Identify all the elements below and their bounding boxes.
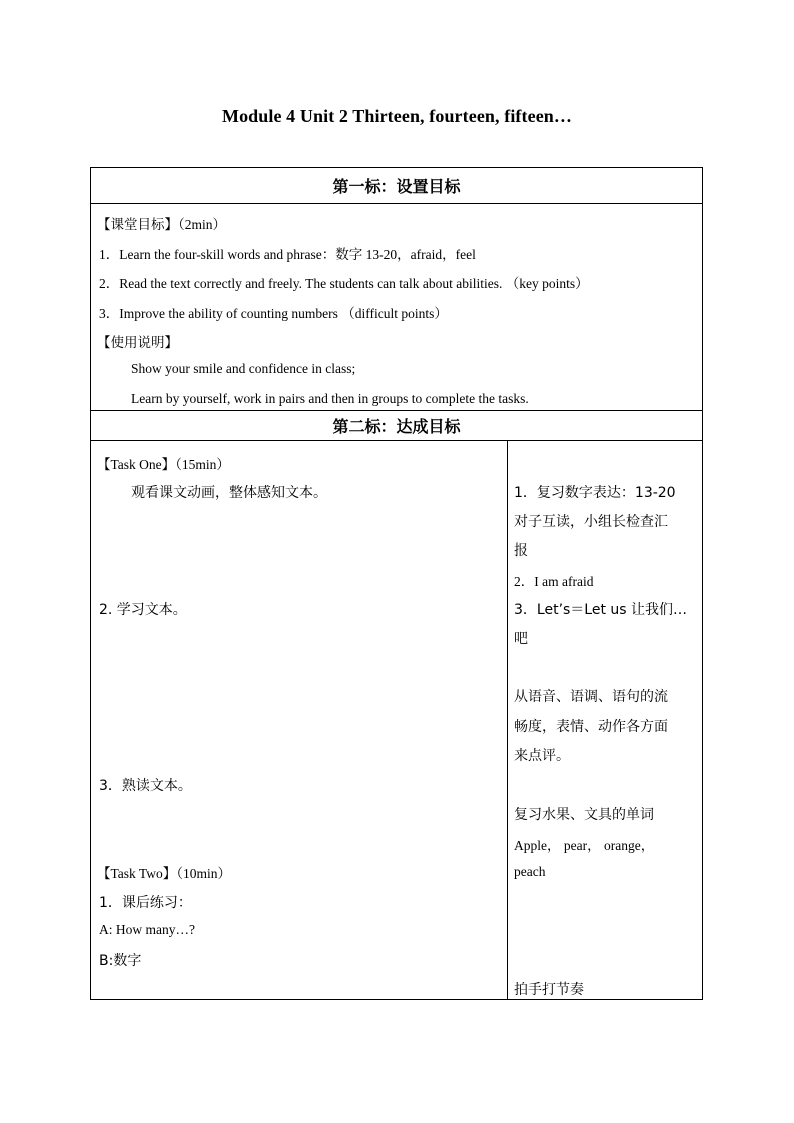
task-one-label: 【Task One】（15min） bbox=[97, 457, 230, 472]
section-2-header: 第二标：达成目标 bbox=[91, 411, 703, 441]
note-5-line-2: Apple， pear， orange， bbox=[514, 838, 655, 853]
page-title: Module 4 Unit 2 Thirteen, fourteen, fifteen… bbox=[221, 106, 573, 126]
note-5-line-3: peach bbox=[514, 864, 546, 879]
goal-item-1: 1．Learn the four-skill words and phrase：数字 13-20，afraid，feel bbox=[99, 247, 476, 262]
note-1-line-2: 对子互读，小组长检查汇 bbox=[514, 514, 668, 530]
note-1-line-1: 1．复习数字表达：13-20 bbox=[514, 485, 676, 501]
task-main-cell bbox=[91, 441, 508, 1000]
class-goals-label: 【课堂目标】（2min） bbox=[97, 217, 227, 232]
note-1-line-3: 报 bbox=[514, 543, 528, 559]
exercise-label: 1．课后练习： bbox=[99, 895, 192, 911]
usage-line-2: Learn by yourself, work in pairs and then in groups to complete the tasks. bbox=[131, 391, 529, 406]
note-3-line-1: 3．Let’s＝Let us 让我们… bbox=[514, 602, 688, 618]
step-2-text: 2. 学习文本。 bbox=[99, 602, 187, 618]
note-4-line-3: 来点评。 bbox=[514, 748, 570, 764]
note-6: 拍手打节奏 bbox=[514, 982, 584, 998]
goal-item-3: 3．Improve the ability of counting numbers （difficult points） bbox=[99, 306, 448, 321]
usage-label: 【使用说明】 bbox=[97, 335, 178, 350]
dialogue-a: A: How many…? bbox=[99, 922, 195, 937]
teacher-notes-cell bbox=[508, 441, 703, 1000]
goals-cell bbox=[91, 204, 703, 411]
task-two-label: 【Task Two】（10min） bbox=[97, 866, 231, 881]
note-3-line-2: 吧 bbox=[514, 631, 528, 647]
lesson-plan-table bbox=[90, 167, 703, 1000]
dialogue-b: B:数字 bbox=[99, 953, 142, 969]
section-1-header: 第一标：设置目标 bbox=[91, 168, 703, 204]
usage-line-1: Show your smile and confidence in class; bbox=[131, 361, 356, 376]
note-4-line-1: 从语音、语调、语句的流 bbox=[514, 689, 668, 705]
step-3-text: 3．熟读文本。 bbox=[99, 778, 192, 794]
goal-item-2: 2．Read the text correctly and freely. The students can talk about abilities. （key points） bbox=[99, 276, 589, 291]
step-1-text: 观看课文动画，整体感知文本。 bbox=[131, 485, 327, 501]
note-4-line-2: 畅度，表情、动作各方面 bbox=[514, 719, 668, 735]
note-2: 2．I am afraid bbox=[514, 574, 594, 589]
note-5-line-1: 复习水果、文具的单词 bbox=[514, 807, 654, 823]
